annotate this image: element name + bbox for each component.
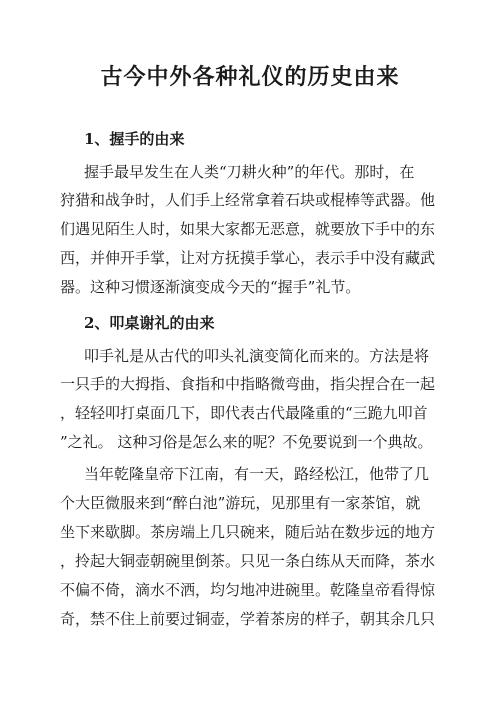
paragraph-line: 一只手的大拇指、食指和中指略微弯曲，指尖捏合在一起 [60, 375, 436, 393]
paragraph-line: ，拎起大铜壶朝碗里倒茶。只见一条白练从天而降，茶水 [60, 552, 436, 570]
paragraph-line: 不偏不倚，滴水不洒，均匀地冲进碗里。乾隆皇帝看得惊 [60, 581, 436, 599]
paragraph-line: ，轻轻叩打桌面几下，即代表古代最隆重的“三跪九叩首 [60, 404, 428, 422]
paragraph-line: 们遇见陌生人时，如果大家都无恶意，就要放下手中的东 [60, 220, 436, 238]
paragraph-line: 当年乾隆皇帝下江南，有一天，路经松江，他带了几 [84, 465, 430, 483]
paragraph-line: 握手最早发生在人类“刀耕火种”的年代。那时，在 [84, 163, 415, 181]
paragraph-line: 奇，禁不住上前要过铜壶，学着茶房的样子，朝其余几只 [60, 610, 436, 628]
section-heading-handshake: 1、握手的由来 [84, 130, 185, 148]
paragraph-line: 狩猎和战争时，人们手上经常拿着石块或棍棒等武器。他 [60, 191, 436, 209]
paragraph-line: 个大臣微服来到“醉白池”游玩，见那里有一家茶馆，就 [60, 494, 421, 512]
paragraph-line: 坐下来歇脚。茶房端上几只碗来，随后站在数步远的地方 [60, 523, 436, 541]
paragraph-line: ”之礼。 这种习俗是怎么来的呢？不免要说到一个典故。 [60, 433, 433, 451]
section-heading-knock-table: 2、叩桌谢礼的由来 [84, 314, 215, 332]
paragraph-line: 叩手礼是从古代的叩头礼演变简化而来的。方法是将 [84, 347, 430, 365]
paragraph-line: 西，并伸开手掌，让对方抚摸手掌心，表示手中没有藏武 [60, 249, 436, 267]
page-title: 古今中外各种礼仪的历史由来 [100, 64, 400, 90]
paragraph-line: 器。这种习惯逐渐演变成今天的“握手”礼节。 [60, 278, 361, 296]
